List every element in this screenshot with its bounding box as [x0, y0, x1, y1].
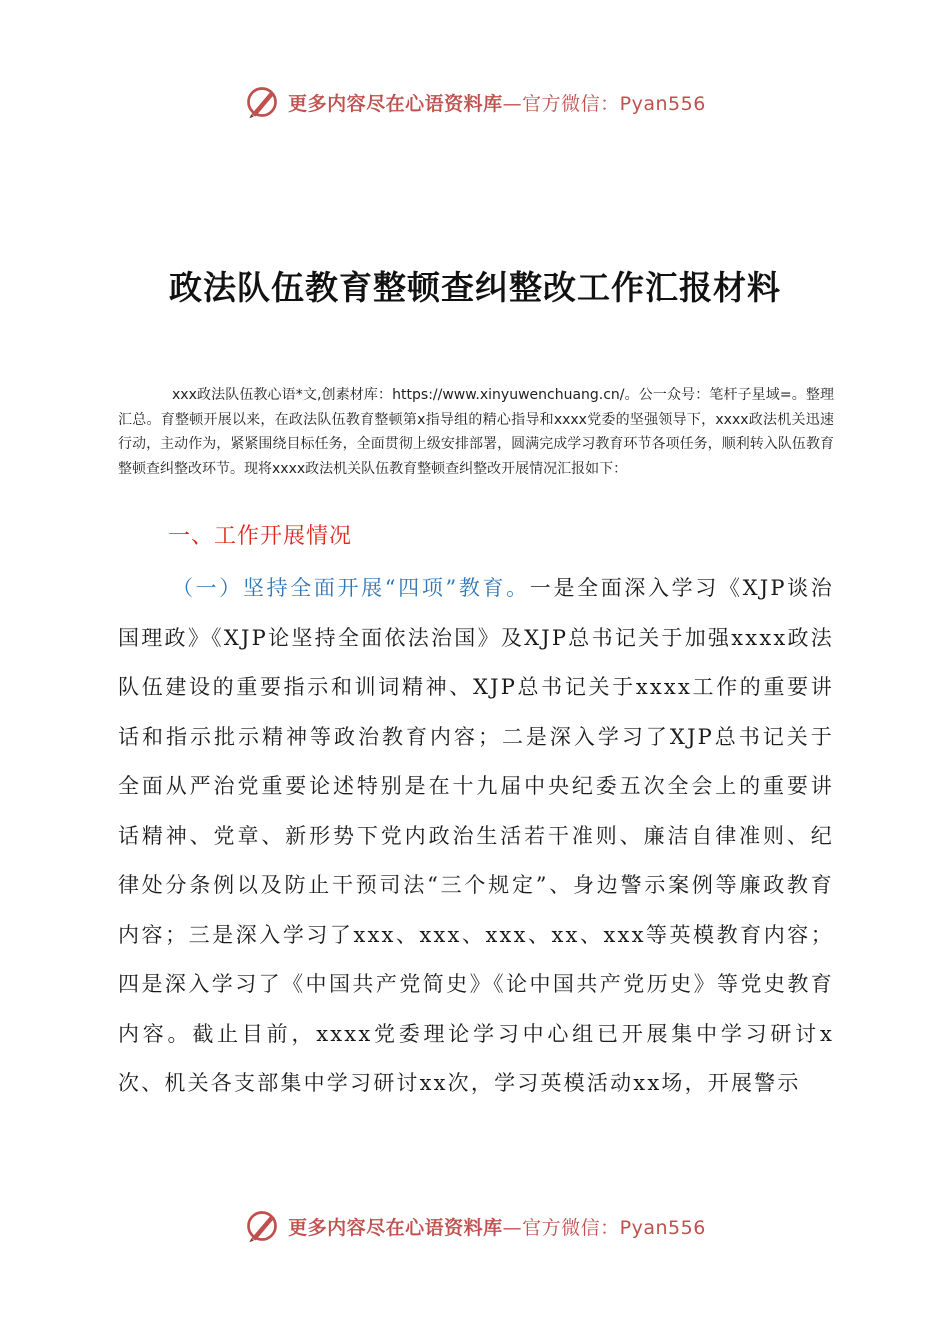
banner-text: 更多内容尽在心语资料库—官方微信：Pyan556 [288, 1216, 706, 1239]
pen-logo-icon [244, 84, 280, 120]
intro-paragraph: xxx政法队伍教心语*文,创素材库：https://www.xinyuwenchuang.cn/。公一众号：笔杆子星域=。整理汇总。育整顿开展以来，在政法队伍教育整顿第x指导组的精心指导和xxxx党委的坚强领导下，xxxx政法机关迅速行动，主动作为，紧紧围绕目标任务，全面贯彻上级安排部署，圆满完成学习教育环节各项任务，顺利转入队伍教育整顿查纠整改环节。现将xxxx政法机关队伍教育整顿查纠整改开展情况汇报如下： [118, 387, 834, 477]
banner-text: 更多内容尽在心语资料库—官方微信：Pyan556 [288, 92, 706, 115]
document-title: 政法队伍教育整顿查纠整改工作汇报材料 [169, 268, 781, 307]
pen-logo-icon [244, 1208, 280, 1244]
header-banner [0, 82, 950, 122]
footer-banner [0, 1206, 950, 1246]
section-heading: 一、工作开展情况 [168, 524, 353, 549]
body-text: 一是全面深入学习《XJP谈治国理政》《XJP论坚持全面依法治国》及XJP总书记关于加强xxxx政法队伍建设的重要指示和训词精神、XJP总书记关于xxxx工作的重要讲话和指示批示精神等政治教育内容；二是深入学习了XJP总书记关于全面从严治党重要论述特别是在十九届中央纪委五次全会上的重要讲话精神、党章、新形势下党内政治生活若干准则、廉洁自律准则、纪律处分条例以及防止干预司法“三个规定”、身边警示案例等廉政教育内容；三是深入学习了xxx、xxx、xxx、xx、xxx等英模教育内容；四是深入学习了《中国共产党简史》《论中国共产党历史》等党史教育内容。截止目前，xxxx党委理论学习中心组已开展集中学习研讨x次、机关各支部集中学习研讨xx次，学习英模活动xx场，开展警示 [118, 576, 834, 1095]
subheading: （一）坚持全面开展“四项”教育。 [172, 576, 530, 600]
body-paragraph [118, 564, 834, 1109]
